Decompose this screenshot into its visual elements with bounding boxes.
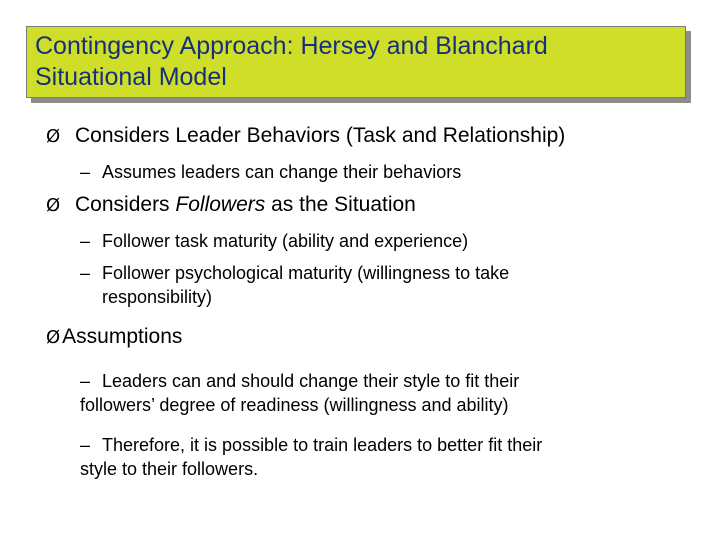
bullet-text-italic: Followers: [175, 193, 266, 216]
dash-icon: –: [80, 371, 91, 391]
sub-bullet-leaders-change-style: [80, 369, 519, 393]
arrow-bullet-icon: Ø: [46, 327, 61, 348]
sub-bullet-train-leaders: [80, 433, 542, 457]
bullet-text-suffix: as the Situation: [265, 193, 416, 216]
slide-title-line1: Contingency Approach: Hersey and Blanchard: [35, 32, 548, 60]
sub-bullet-text: Assumes leaders can change their behaviors: [102, 162, 462, 182]
sub-bullet-assumes-leaders: [80, 160, 461, 184]
sub-bullet-continuation: responsibility): [102, 287, 213, 307]
dash-icon: –: [80, 231, 91, 251]
sub-bullet-task-maturity: [80, 229, 468, 253]
sub-bullet-text: Therefore, it is possible to train leaders to better fit their: [102, 435, 543, 455]
bullet-assumptions: [46, 325, 182, 350]
sub-bullet-text: Follower task maturity (ability and experience): [102, 231, 469, 251]
arrow-bullet-icon: Ø: [46, 195, 61, 216]
sub-bullet-psychological-maturity: [80, 261, 509, 285]
sub-bullet-text: Leaders can and should change their style to fit their: [102, 371, 520, 391]
bullet-text: Considers Leader Behaviors (Task and Relationship): [75, 124, 566, 147]
dash-icon: –: [80, 263, 91, 283]
slide-title-line2: Situational Model: [35, 63, 227, 91]
bullet-text: Assumptions: [62, 325, 183, 348]
sub-bullet-continuation: style to their followers.: [80, 459, 259, 479]
title-box: [26, 26, 686, 98]
sub-bullet-text: Follower psychological maturity (willingness to take: [102, 263, 510, 283]
dash-icon: –: [80, 435, 91, 455]
bullet-leader-behaviors: [46, 124, 565, 149]
sub-bullet-continuation: followers’ degree of readiness (willingness and ability): [80, 395, 509, 415]
arrow-bullet-icon: Ø: [46, 126, 61, 147]
bullet-followers-situation: [46, 193, 416, 218]
dash-icon: –: [80, 162, 91, 182]
slide-title: [35, 31, 677, 93]
bullet-text-prefix: Considers: [75, 193, 176, 216]
